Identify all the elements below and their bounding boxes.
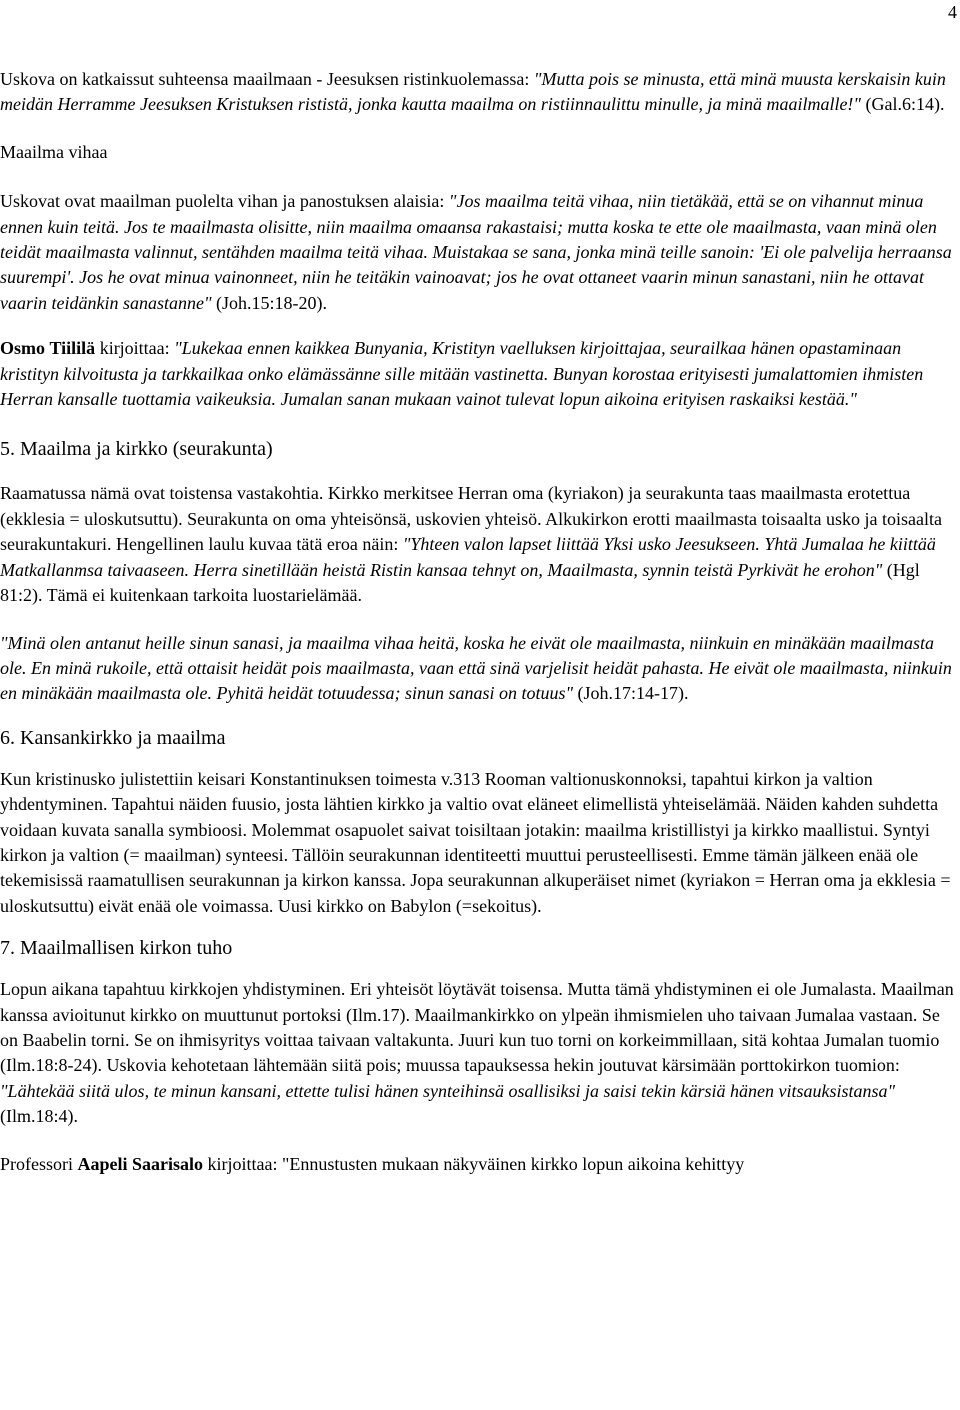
scripture-reference: (Joh.15:18-20).	[211, 292, 328, 313]
author-quote: "Lukekaa ennen kaikkea Bunyania, Kristityn vaelluksen kirjoittajaa, seurailkaa hänen opastaminaan kristityn kilvoitusta ja tarkkailkaa onko elämässänne sille mitään vastinetta. Bunyan korostaa erityisesti jumalattomien ihmisten Herran kansalle tuottamia vaikeuksia. Jumalan sanan mukaan vainot tulevat lopun aikoina erityisen raskaiksi kestää."	[0, 338, 924, 410]
paragraph-intro	[0, 67, 958, 118]
paragraph-hate	[0, 189, 958, 316]
paragraph-saarisalo	[0, 1152, 958, 1177]
scripture-quote: "Minä olen antanut heille sinun sanasi, ja maailma vihaa heitä, koska he eivät ole maailmasta, niinkuin en minäkään maailmasta ole. En minä rukoile, että ottaisit heidät pois maailmasta, vaan että sinä varjelisit heidät pahasta. He eivät ole maailmasta, niinkuin en minäkään maailmasta ole. Pyhitä heidät totuudessa; sinun sanasi on totuus"	[0, 632, 952, 704]
paragraph-tiilila	[0, 336, 958, 412]
scripture-quote: "Mutta pois se minusta, että minä muusta kerskaisin kuin meidän Herramme Jeesuksen Kristuksen rististä, jonka kautta maailma on ristiinnaulittu minulle, ja minä maailmalle!"	[0, 69, 946, 115]
subheading-maailma-vihaa: Maailma vihaa	[0, 141, 108, 162]
paragraph-john17	[0, 631, 958, 707]
page-number: 4	[948, 2, 957, 22]
scripture-reference: (Gal.6:14).	[861, 94, 945, 115]
scripture-reference: (Ilm.18:4).	[0, 1106, 78, 1127]
paragraph-text: Raamatussa nämä ovat toistensa vastakohtia. Kirkko merkitsee Herran oma (kyriakon) ja seurakunta taas maailmasta erotettua (ekklesia = uloskutsuttu). Seurakunta on oma yhteisönsä, uskovien yhteisö. Alkukirkon erotti maailmasta toisaalta usko ja toisaalta seurakuntakuri. Hengellinen laulu kuvaa tätä eroa näin:	[0, 483, 942, 555]
page-content	[0, 67, 958, 1177]
section-heading-5: 5. Maailma ja kirkko (seurakunta)	[0, 438, 273, 461]
author-first-name: Osmo	[0, 338, 45, 359]
section-heading-7: 7. Maailmallisen kirkon tuho	[0, 937, 233, 960]
scripture-reference: (Joh.17:14-17).	[573, 683, 689, 704]
hymn-reference: (Hgl 81:2). Tämä ei kuitenkaan tarkoita luostarielämää.	[0, 559, 920, 606]
section-heading-6: 6. Kansankirkko ja maailma	[0, 726, 226, 749]
hymn-quote: "Yhteen valon lapset liittää Yksi usko Jeesukseen. Yhtä Jumalaa he kiittää Matkallanmsa taivaaseen. Herra sinetillään heistä Ristin kansaa tehnyt on, Maailmasta, synnin teistä Pyrkivät he erohon"	[0, 534, 936, 580]
author-name: Aapeli Saarisalo	[77, 1153, 204, 1174]
paragraph-destruction	[0, 977, 958, 1129]
scripture-quote: "Lähtekää siitä ulos, te minun kansani, ettette tulisi hänen synteihinsä osallisiksi ja saisi tekin kärsiä hänen vitsauksistansa"	[0, 1080, 896, 1101]
paragraph-text: Lopun aikana tapahtuu kirkkojen yhdistyminen. Eri yhteisöt löytävät toisensa. Mutta tämä yhdistyminen ei ole Jumalasta. Maailman kanssa avioitunut kirkko on muuttunut portoksi (Ilm.17). Maailmankirkko on ylpeän ihmismielen uho taivaan Jumalaa vastaan. Se on Baabelin torni. Se on ihmisyritys voittaa taivaan valtakunta. Juuri kun tuo torni on korkeimmillaan, sitä kohtaa Jumalan tuomio (Ilm.18:8-24). Uskovia kehotetaan lähtemään siitä pois; muussa tapauksessa hekin joutuvat kärsimään porttokirkon tuomion:	[0, 979, 954, 1076]
paragraph-text: Uskova on katkaissut suhteensa maailmaan - Jeesuksen ristinkuolemassa:	[0, 69, 534, 89]
paragraph-text: Professori	[0, 1153, 78, 1174]
paragraph-church	[0, 481, 958, 608]
scripture-quote: "Jos maailma teitä vihaa, niin tietäkää, että se on vihannut minua ennen kuin teitä. Jos te maailmasta olisitte, niin maailma omaansa rakastaisi; mutta koska te ette ole maailmasta, vaan minä olen teidät maailmasta valinnut, sentähden maailma teitä vihaa. Muistakaa se sana, jonka minä teille sanoin: 'Ei ole palvelija herraansa suurempi'. Jos he ovat minua vainonneet, niin he teitäkin vainoavat; jos he ovat ottaneet vaarin minun sanastani, niin he ottavat vaarin teidänkin sanastanne"	[0, 191, 952, 313]
paragraph-text: kirjoittaa:	[95, 338, 175, 359]
paragraph-text: Uskovat ovat maailman puolelta vihan ja panostuksen alaisia:	[0, 191, 449, 212]
paragraph-text-continued: kirjoittaa: "Ennustusten mukaan näkyväinen kirkko lopun aikoina kehittyy	[203, 1153, 745, 1174]
paragraph-folk-church: Kun kristinusko julistettiin keisari Konstantinuksen toimesta v.313 Rooman valtionuskonnoksi, tapahtui kirkon ja valtion yhdentyminen. Tapahtui näiden fuusio, josta lähtien kirkko ja valtio ovat eläneet elimellistä yhteiselämää. Näiden kahden suhdetta voidaan kuvata sanalla symbioosi. Molemmat osapuolet saivat toisiltaan jotakin: maailma kristillistyi ja kirkko maallistui. Syntyi kirkon ja valtion (= maailman) synteesi. Tällöin seurakunnan identiteetti muuttui perusteellisesti. Emme tämän jälkeen enää ole tekemisissä raamatullisen seurakunnan ja kirkon kanssa. Jopa seurakunnan alkuperäiset nimet (kyriakon = Herran oma ja ekklesia = uloskutsuttu) eivät enää ole voimassa. Uusi kirkko on Babylon (=sekoitus).	[0, 768, 951, 916]
author-last-name: Tiililä	[49, 338, 96, 359]
